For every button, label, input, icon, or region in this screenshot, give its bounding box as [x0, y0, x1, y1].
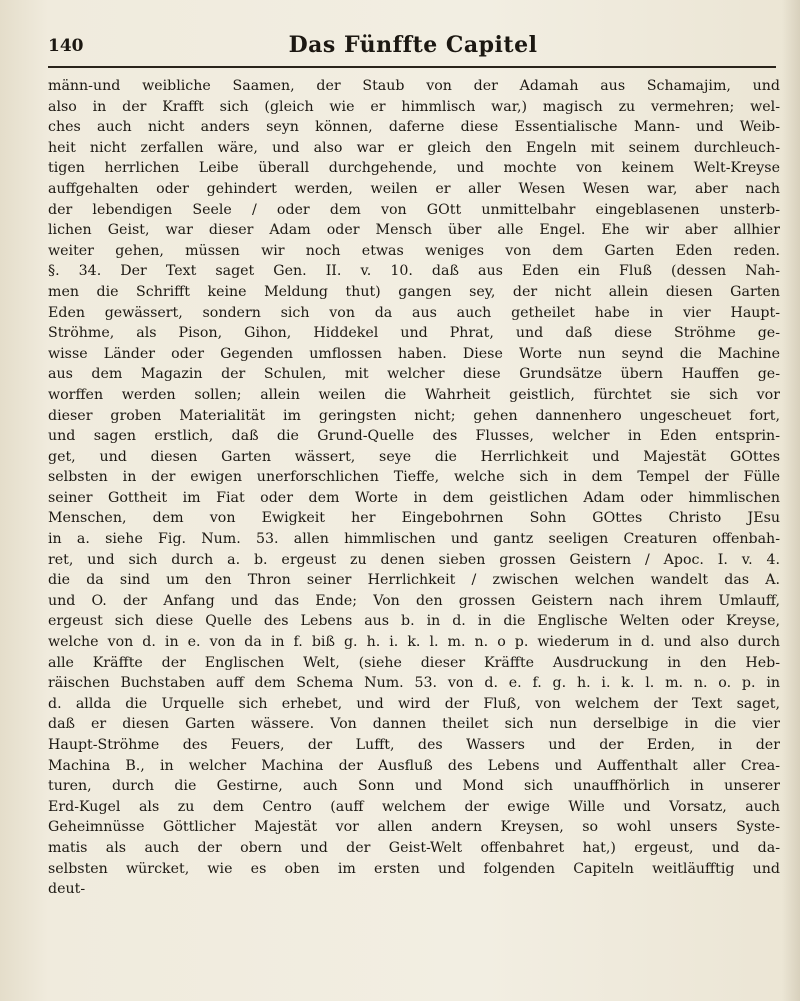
text-line: Machina B., in welcher Machina der Ausfluß des Lebens und Auffenthalt aller Crea- [48, 757, 780, 774]
text-line: aus dem Magazin der Schulen, mit welcher diese Grundsätze übern Hauffen ge- [48, 366, 780, 383]
text-line: get, und diesen Garten wässert, seye die Herrlichkeit und Majestät GOttes [48, 448, 780, 465]
text-line: also in der Krafft sich (gleich wie er himmlisch war,) magisch zu vermehren; wel- [48, 98, 780, 115]
text-line: selbsten würcket, wie es oben im ersten und folgenden Capiteln weitläufftig und [48, 860, 780, 877]
text-line: dieser groben Materialität im geringsten nicht; gehen dannenhero ungescheuet fort, [48, 407, 780, 424]
text-line: men die Schrifft keine Meldung thut) gangen sey, der nicht allein diesen Garten [48, 283, 780, 300]
text-line: ches auch nicht anders seyn können, daferne diese Essentialische Mann- und Weib- [48, 119, 780, 136]
text-line: die da sind um den Thron seiner Herrlichkeit / zwischen welchen wandelt das A. [48, 572, 780, 589]
text-line: auffgehalten oder gehindert werden, weilen er aller Wesen Wesen war, aber nach [48, 180, 780, 197]
text-line: ret, und sich durch a. b. ergeust zu denen sieben grossen Geistern / Apoc. I. v. 4. [48, 551, 780, 568]
text-line: tigen herrlichen Leibe überall durchgehende, und mochte von keinem Welt-Kreyse [48, 160, 780, 177]
text-line: matis als auch der obern und der Geist-Welt offenbahret hat,) ergeust, und da- [48, 839, 780, 856]
page-number: 140 [48, 36, 84, 56]
text-line: Haupt-Ströhme des Feuers, der Lufft, des Wassers und der Erden, in der [48, 737, 780, 753]
text-line: wisse Länder oder Gegenden umflossen haben. Diese Worte nun seynd die Machine [48, 345, 780, 362]
text-line: alle Kräffte der Englischen Welt, (siehe dieser Kräffte Ausdruckung in den Heb- [48, 654, 780, 671]
text-line: männ-und weibliche Saamen, der Staub von der Adamah aus Schamajim, und [48, 78, 780, 94]
text-line: Menschen, dem von Ewigkeit her Eingebohrnen Sohn GOttes Christo JEsu [48, 510, 780, 527]
text-line: und O. der Anfang und das Ende; Von den grossen Geistern nach ihrem Umlauff, [48, 592, 780, 609]
text-line: in a. siehe Fig. Num. 53. allen himmlischen und gantz seeligen Creaturen offenbah- [48, 531, 780, 548]
text-line: Eden gewässert, sondern sich von da aus auch getheilet habe in vier Haupt- [48, 304, 780, 321]
text-line: Geheimnüsse Göttlicher Majestät vor allen andern Kreysen, so wohl unsers Syste- [48, 819, 780, 836]
text-line: räischen Buchstaben auff dem Schema Num. 53. von d. e. f. g. h. i. k. l. m. n. o. p. in [48, 675, 780, 692]
text-line: seiner Gottheit im Fiat oder dem Worte in dem geistlichen Adam oder himmlischen [48, 489, 780, 506]
header-rule [48, 66, 776, 68]
text-line: worffen werden sollen; allein weilen die Wahrheit geistlich, fürchtet sie sich vor [48, 386, 780, 403]
text-line: §. 34. Der Text saget Gen. II. v. 10. daß aus Eden ein Fluß (dessen Nah- [48, 263, 780, 280]
text-line: heit nicht zerfallen wäre, und also war er gleich den Engeln mit seinem durchleuch- [48, 139, 780, 156]
text-line: Ströhme, als Pison, Gihon, Hiddekel und Phrat, und daß diese Ströhme ge- [48, 325, 780, 342]
text-line: ergeust sich diese Quelle des Lebens aus b. in d. in die Englische Welten oder Kreyse, [48, 613, 780, 630]
body-text [48, 76, 780, 900]
text-line: selbsten in der ewigen unerforschlichen Tieffe, welche sich in dem Tempel der Fülle [48, 469, 780, 486]
page-edge-shadow [782, 0, 800, 1001]
text-line: und sagen erstlich, daß die Grund-Quelle des Flusses, welcher in Eden entsprin- [48, 428, 780, 445]
text-line: d. allda die Urquelle sich erhebet, und wird der Fluß, von welchem der Text saget, [48, 695, 780, 712]
text-line: weiter gehen, müssen wir noch etwas weniges von dem Garten Eden reden. [48, 242, 780, 259]
page-header [48, 30, 778, 64]
text-line: welche von d. in e. von da in f. biß g. h. i. k. l. m. n. o p. wiederum in d. und also durch [48, 634, 780, 651]
text-line: der lebendigen Seele / oder dem von GOtt unmittelbahr eingeblasenen unsterb- [48, 201, 780, 218]
text-line: Erd-Kugel als zu dem Centro (auff welchem der ewige Wille und Vorsatz, auch [48, 798, 780, 815]
text-line: turen, durch die Gestirne, auch Sonn und Mond sich unauffhörlich in unserer [48, 778, 780, 795]
text-line: lichen Geist, war dieser Adam oder Mensch über alle Engel. Ehe wir aber allhier [48, 222, 780, 239]
running-title: Das Fünffte Capitel [288, 32, 538, 58]
text-line: daß er diesen Garten wässere. Von dannen theilet sich nun derselbige in die vier [48, 716, 780, 733]
text-line: deut- [48, 881, 86, 898]
